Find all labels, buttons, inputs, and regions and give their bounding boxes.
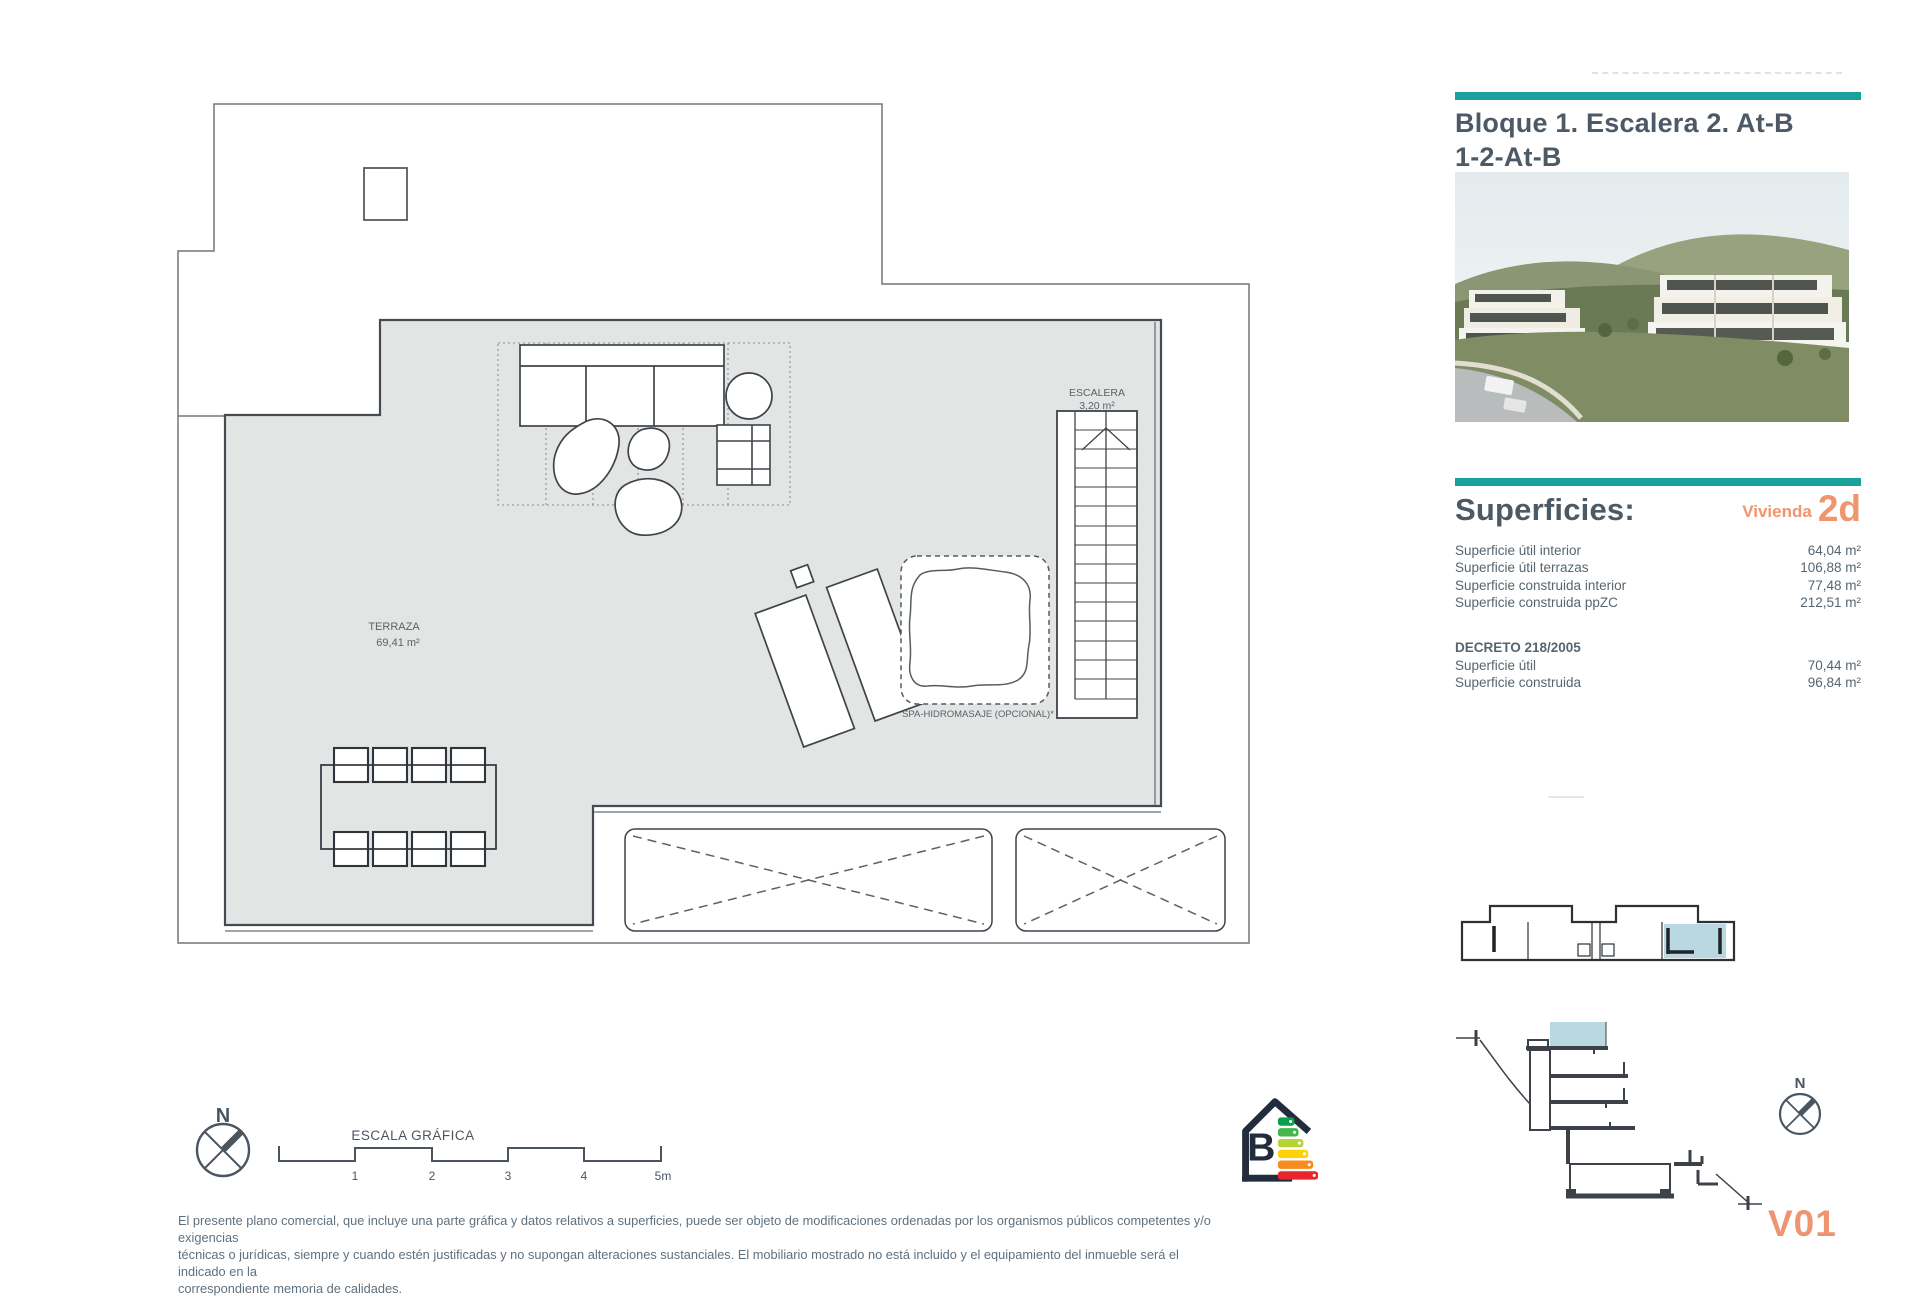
svg-text:1: 1 bbox=[351, 1169, 359, 1183]
skylight-left bbox=[625, 829, 992, 931]
side-table bbox=[717, 425, 770, 485]
disclaimer-text: El presente plano comercial, que incluye una parte gráfica y datos relativos a superficies, puede ser objeto de modificaciones ordenadas por los organismos públicos competentes y/o exigencias técnicas o jurídicas, siempre y cuando estén justificadas y no supongan alteraciones sustanciales. El mobiliario mostrado no está incluido y el equipamiento del inmueble será el indicado en la correspondiente memoria de calidades. bbox=[178, 1213, 1211, 1296]
svg-text:2: 2 bbox=[428, 1169, 436, 1183]
north-label: N bbox=[1794, 1075, 1806, 1092]
north-label: N bbox=[215, 1105, 231, 1127]
unit-title-line2: 1-2-At-B bbox=[1455, 142, 1562, 172]
superficie-row: Superficie útil interior 64,04 m² bbox=[1455, 543, 1861, 558]
superficies-title: Superficies: bbox=[1455, 492, 1635, 527]
plan-code: V01 bbox=[1768, 1203, 1837, 1244]
skylight-right bbox=[1016, 829, 1225, 931]
faded-watermark-line bbox=[1592, 72, 1842, 74]
vivienda-label: Vivienda bbox=[1742, 502, 1812, 521]
floor-plan bbox=[170, 95, 1265, 965]
unit-title bbox=[1455, 106, 1794, 174]
north-arrow bbox=[197, 1105, 249, 1176]
staircase bbox=[1057, 411, 1137, 718]
svg-text:3,20 m²: 3,20 m² bbox=[1079, 400, 1115, 412]
spa-label: SPA-HIDROMASAJE (OPCIONAL)* bbox=[902, 709, 1054, 720]
building-photo bbox=[1455, 172, 1849, 422]
energy-scale-bars bbox=[1278, 1117, 1318, 1179]
svg-text:TERRAZA: TERRAZA bbox=[368, 621, 420, 633]
superficies-panel bbox=[1455, 486, 1861, 691]
scale-bar bbox=[279, 1128, 671, 1183]
decreto-row: Superficie construida 96,84 m² bbox=[1455, 675, 1861, 691]
unit-title-line1: Bloque 1. Escalera 2. At-B bbox=[1455, 108, 1794, 138]
decreto-title: DECRETO 218/2005 bbox=[1455, 639, 1581, 655]
superficies-accent-bar bbox=[1455, 478, 1861, 486]
decreto-row: Superficie útil 70,44 m² bbox=[1455, 657, 1861, 673]
section-highlight bbox=[1550, 1022, 1606, 1046]
title-accent-bar bbox=[1455, 92, 1861, 100]
svg-text:69,41 m²: 69,41 m² bbox=[376, 637, 420, 649]
faded-mark bbox=[1548, 796, 1584, 798]
chimney bbox=[364, 168, 407, 220]
vivienda-code: 2d bbox=[1817, 488, 1861, 529]
sofa bbox=[520, 345, 724, 426]
energy-rating-letter: B bbox=[1247, 1126, 1276, 1170]
vivienda-badge bbox=[1742, 488, 1861, 530]
round-side-table bbox=[726, 373, 772, 419]
plan-legend bbox=[170, 1085, 730, 1195]
svg-text:4: 4 bbox=[580, 1169, 588, 1183]
north-arrow-right bbox=[1770, 1072, 1830, 1142]
superficie-row: Superficie útil terrazas 106,88 m² bbox=[1455, 560, 1861, 576]
superficie-row: Superficie construida interior 77,48 m² bbox=[1455, 577, 1861, 593]
key-plan bbox=[1452, 896, 1744, 976]
energy-rating-icon bbox=[1224, 1088, 1322, 1186]
superficie-row: Superficie construida ppZC 212,51 m² bbox=[1455, 595, 1861, 611]
dining-table bbox=[321, 765, 496, 849]
svg-text:5m: 5m bbox=[654, 1169, 672, 1183]
dining-set bbox=[321, 748, 496, 866]
svg-text:3: 3 bbox=[504, 1169, 512, 1183]
svg-text:ESCALERA: ESCALERA bbox=[1068, 387, 1126, 399]
scale-bar-title: ESCALA GRÁFICA bbox=[351, 1128, 475, 1143]
section-diagram bbox=[1450, 1012, 1770, 1212]
spa bbox=[901, 556, 1054, 720]
